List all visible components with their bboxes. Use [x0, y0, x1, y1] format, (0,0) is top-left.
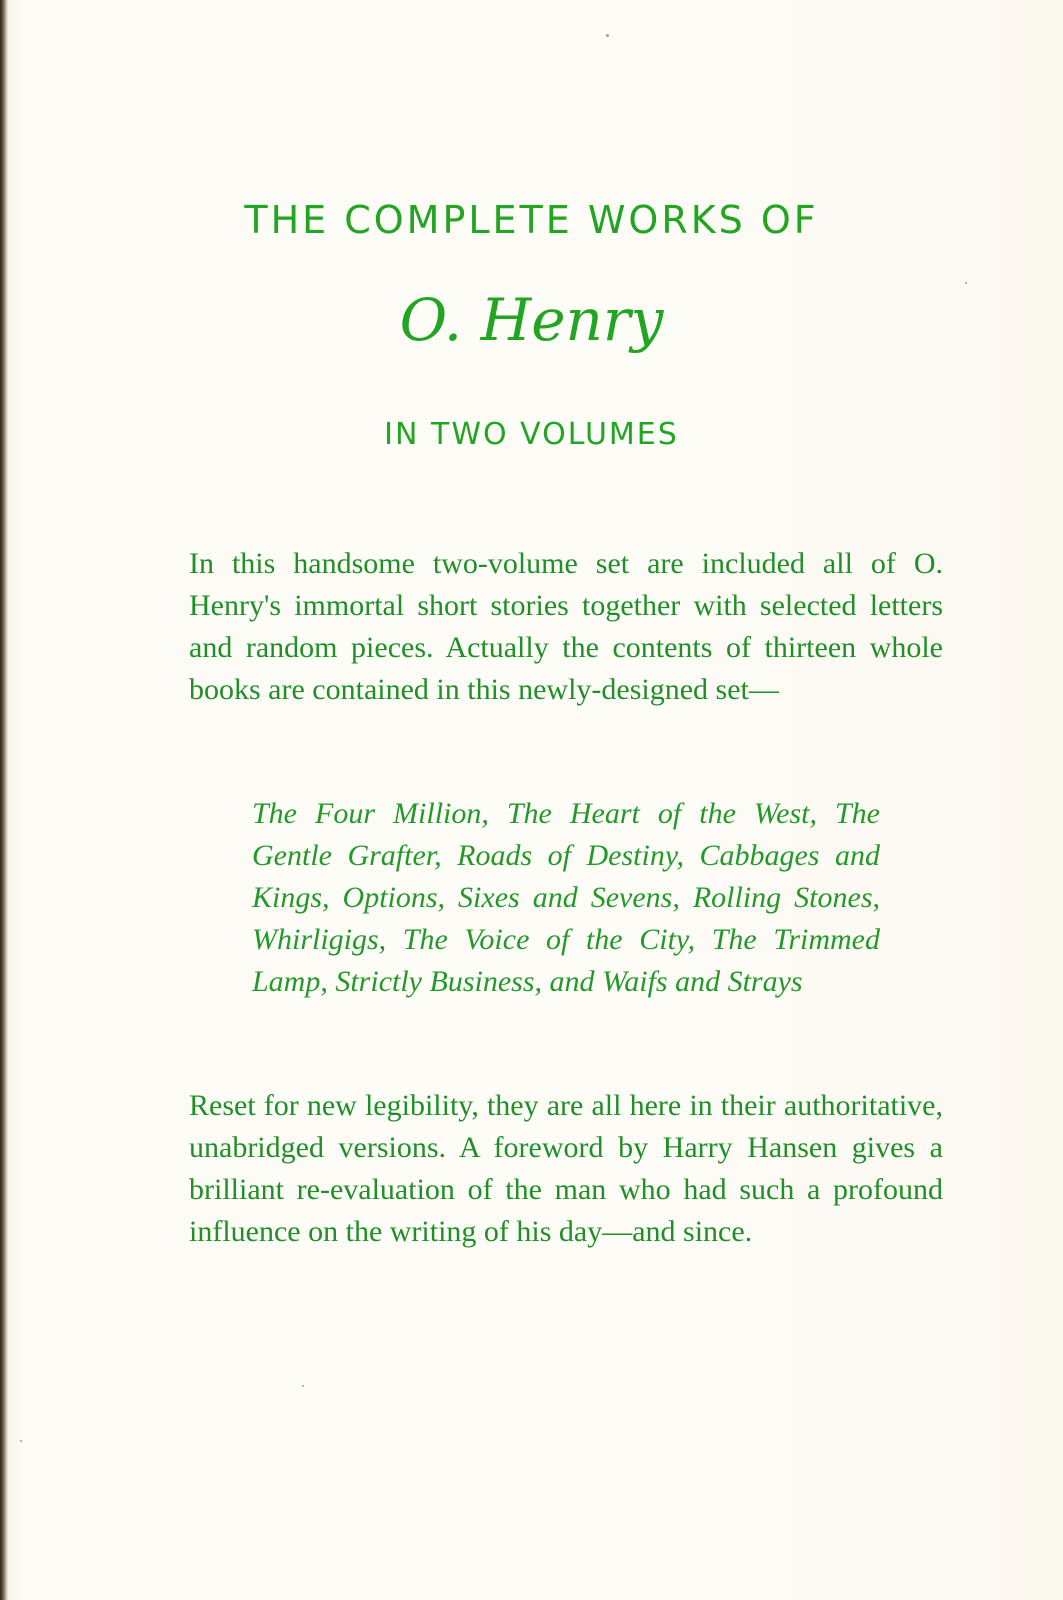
author-name: O. Henry	[399, 286, 664, 354]
paper-speck	[302, 1385, 304, 1387]
title-line: THE COMPLETE WORKS OF	[244, 198, 819, 242]
paper-speck	[20, 1440, 22, 1442]
closing-paragraph: Reset for new legibility, they are all here in their authoritative, unabridged versions. A foreword by Harry Hansen gives a brilliant re-evaluation of the man who had such a profound influence on the writing of his day—and since.	[189, 1089, 943, 1248]
volumes-subtitle: IN TWO VOLUMES	[384, 417, 679, 452]
intro-paragraph: In this handsome two-volume set are included all of O. Henry's immortal short stories together with selected letters and random pieces. Actually the contents of thirteen whole books are contained in this newly-designed set—	[189, 547, 943, 706]
book-titles-list: The Four Million, The Heart of the West, The Gentle Grafter, Roads of Destiny, Cabbages and Kings, Options, Sixes and Sevens, Rolling Stones, Whirligigs, The Voice of the City, The Trimmed Lamp, Strictly Business, and Waifs and Strays	[252, 797, 880, 998]
paper-speck	[965, 282, 967, 284]
paper-speck	[606, 34, 609, 37]
